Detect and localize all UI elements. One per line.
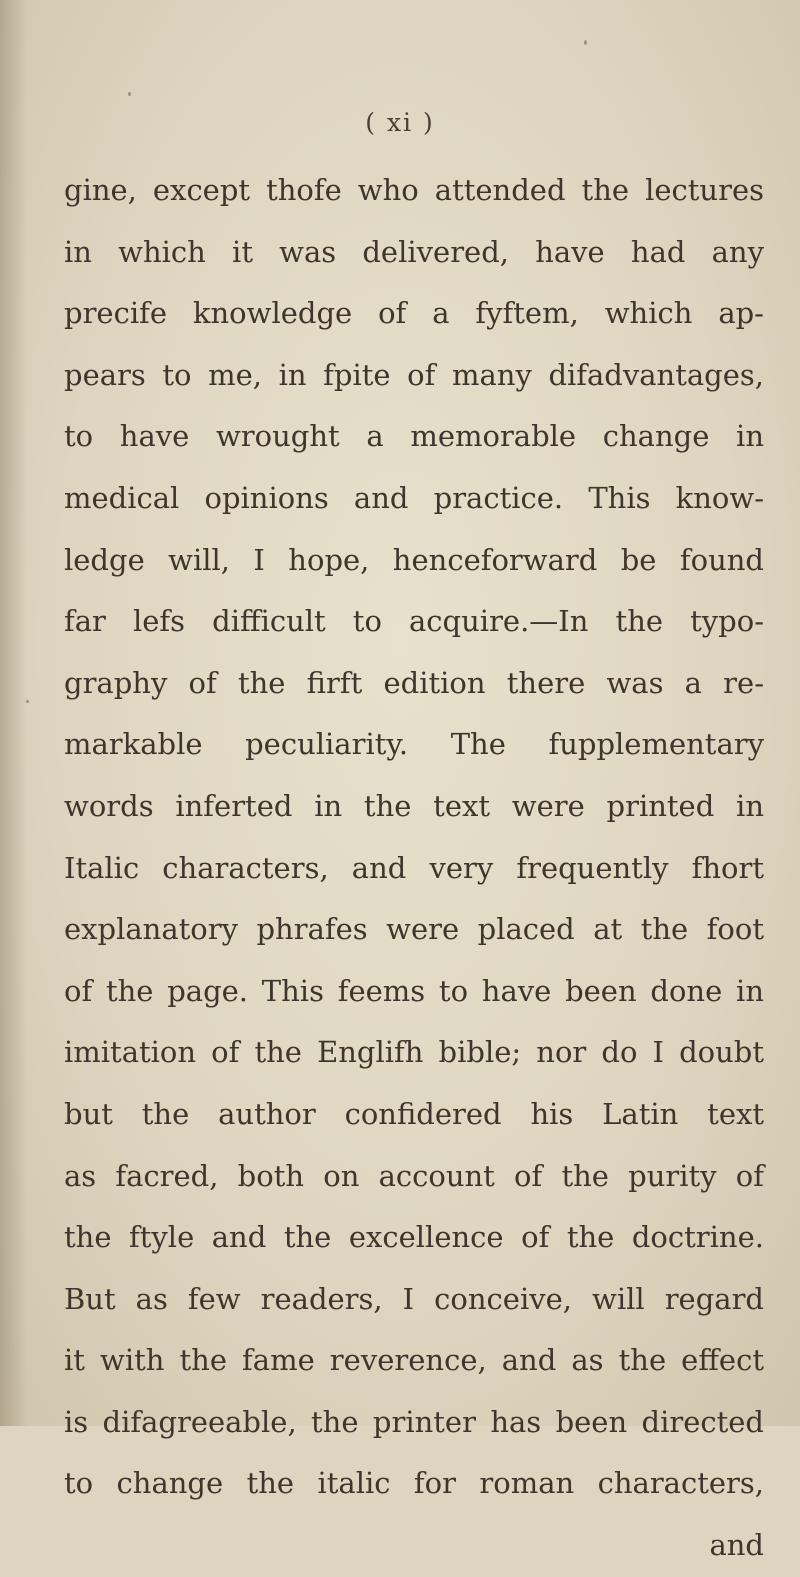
text-line: But as few readers, I conceive, will regard (64, 1281, 764, 1316)
paper-fleck (584, 40, 587, 45)
text-line: but the author confidered his Latin text (64, 1096, 764, 1131)
text-line: to change the italic for roman characters, (64, 1466, 764, 1501)
text-line: is difagreeable, the printer has been directed (64, 1404, 764, 1439)
text-line: it with the fame reverence, and as the effect (64, 1343, 764, 1378)
catchword: and (709, 1528, 764, 1563)
text-line: graphy of the firft edition there was a re- (64, 665, 764, 700)
text-line: pears to me, in fpite of many difadvantages, (64, 357, 764, 392)
text-line: words inferted in the text were printed in (64, 788, 764, 823)
paper-fleck (128, 92, 131, 96)
text-line: imitation of the Englifh bible; nor do I doubt (64, 1035, 764, 1070)
text-line: the ftyle and the excellence of the doctrine. (64, 1220, 764, 1255)
text-line: precife knowledge of a fyftem, which ap- (64, 296, 764, 331)
text-line: markable peculiarity. The fupplementary (64, 727, 764, 762)
text-line: medical opinions and practice. This know- (64, 480, 764, 515)
page-number: ( xi ) (365, 108, 435, 137)
text-line: explanatory phrafes were placed at the foot (64, 912, 764, 947)
text-line: far lefs difficult to acquire.—In the typo- (64, 604, 764, 639)
page-edge-shadow (0, 0, 28, 1426)
text-line: as facred, both on account of the purity of (64, 1158, 764, 1193)
text-line: Italic characters, and very frequently fhort (64, 850, 764, 885)
paper-fleck (26, 700, 29, 703)
text-line: of the page. This feems to have been done in (64, 973, 764, 1008)
body-text (64, 160, 764, 1577)
text-line: ledge will, I hope, henceforward be found (64, 542, 764, 577)
text-line: in which it was delivered, have had any (64, 234, 764, 269)
text-line: to have wrought a memorable change in (64, 419, 764, 454)
text-line: gine, except thofe who attended the lectures (64, 173, 764, 207)
